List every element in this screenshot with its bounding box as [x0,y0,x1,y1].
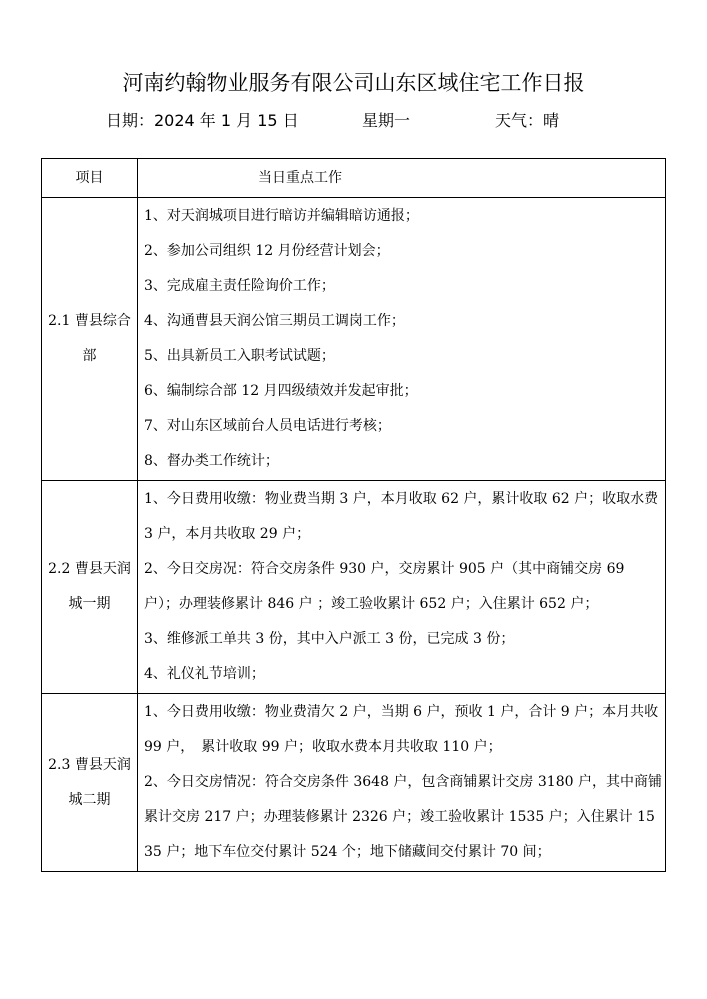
work-item: 5、出具新员工入职考试试题； [144,348,335,364]
work-cell [138,198,666,481]
department-cell [42,481,138,694]
table-row [42,198,666,481]
department-label: 2.3 曹县天润城二期 [48,756,131,808]
work-cell [138,694,666,872]
department-label: 2.1 曹县综合部 [48,313,131,364]
work-cell [138,481,666,694]
work-item: 3、完成雇主责任险询价工作； [144,278,335,294]
department-cell [42,694,138,872]
report-weather: 天气：晴 [495,111,560,130]
header-work: 当日重点工作 [138,159,666,198]
department-label: 2.2 曹县天润城一期 [48,561,131,612]
work-item: 8、督办类工作统计； [144,453,279,469]
work-item: 1、今日费用收缴：物业费清欠 2 户，当期 6 户，预收 1 户，合计 9 户；本月共收 99 户， 累计收取 99 户；收取水费本月共收取 110 户； [144,704,659,755]
department-cell [42,198,138,481]
work-item: 7、对山东区域前台人员电话进行考核； [144,418,391,434]
work-item: 2、今日交房情况：符合交房条件 3648 户，包含商铺累计交房 3180 户，其中商铺累计交房 217 户；办理装修累计 2326 户；竣工验收累计 1535 户；入住累计 1535 户；地下车位交付累计 524 个；地下储藏间交付累计 70 间； [144,774,662,860]
work-item: 2、参加公司组织 12 月份经营计划会； [144,243,390,259]
report-title: 河南约翰物业服务有限公司山东区域住宅工作日报 [122,71,585,95]
table-row [42,481,666,694]
report-weekday: 星期一 [362,111,411,130]
header-project: 项目 [42,159,138,198]
table-header-row [42,159,666,198]
daily-report-table [41,158,666,872]
work-item: 4、沟通曹县天润公馆三期员工调岗工作； [144,313,405,329]
work-item: 4、礼仪礼节培训； [144,666,265,682]
table-row [42,694,666,872]
work-item: 6、编制综合部 12 月四级绩效并发起审批； [144,383,418,399]
report-date: 日期：2024 年 1 月 15 日 [106,111,299,130]
work-item: 3、维修派工单共 3 份，其中入户派工 3 份，已完成 3 份； [144,631,515,647]
work-item: 2、今日交房况：符合交房条件 930 户，交房累计 905 户（其中商铺交房 69 户）；办理装修累计 846 户 ；竣工验收累计 652 户；入住累计 652 户； [144,561,625,612]
work-item: 1、对天润城项目进行暗访并编辑暗访通报； [144,208,419,224]
work-item: 1、今日费用收缴：物业费当期 3 户，本月收取 62 户，累计收取 62 户；收取水费 3 户，本月共收取 29 户； [144,491,659,542]
